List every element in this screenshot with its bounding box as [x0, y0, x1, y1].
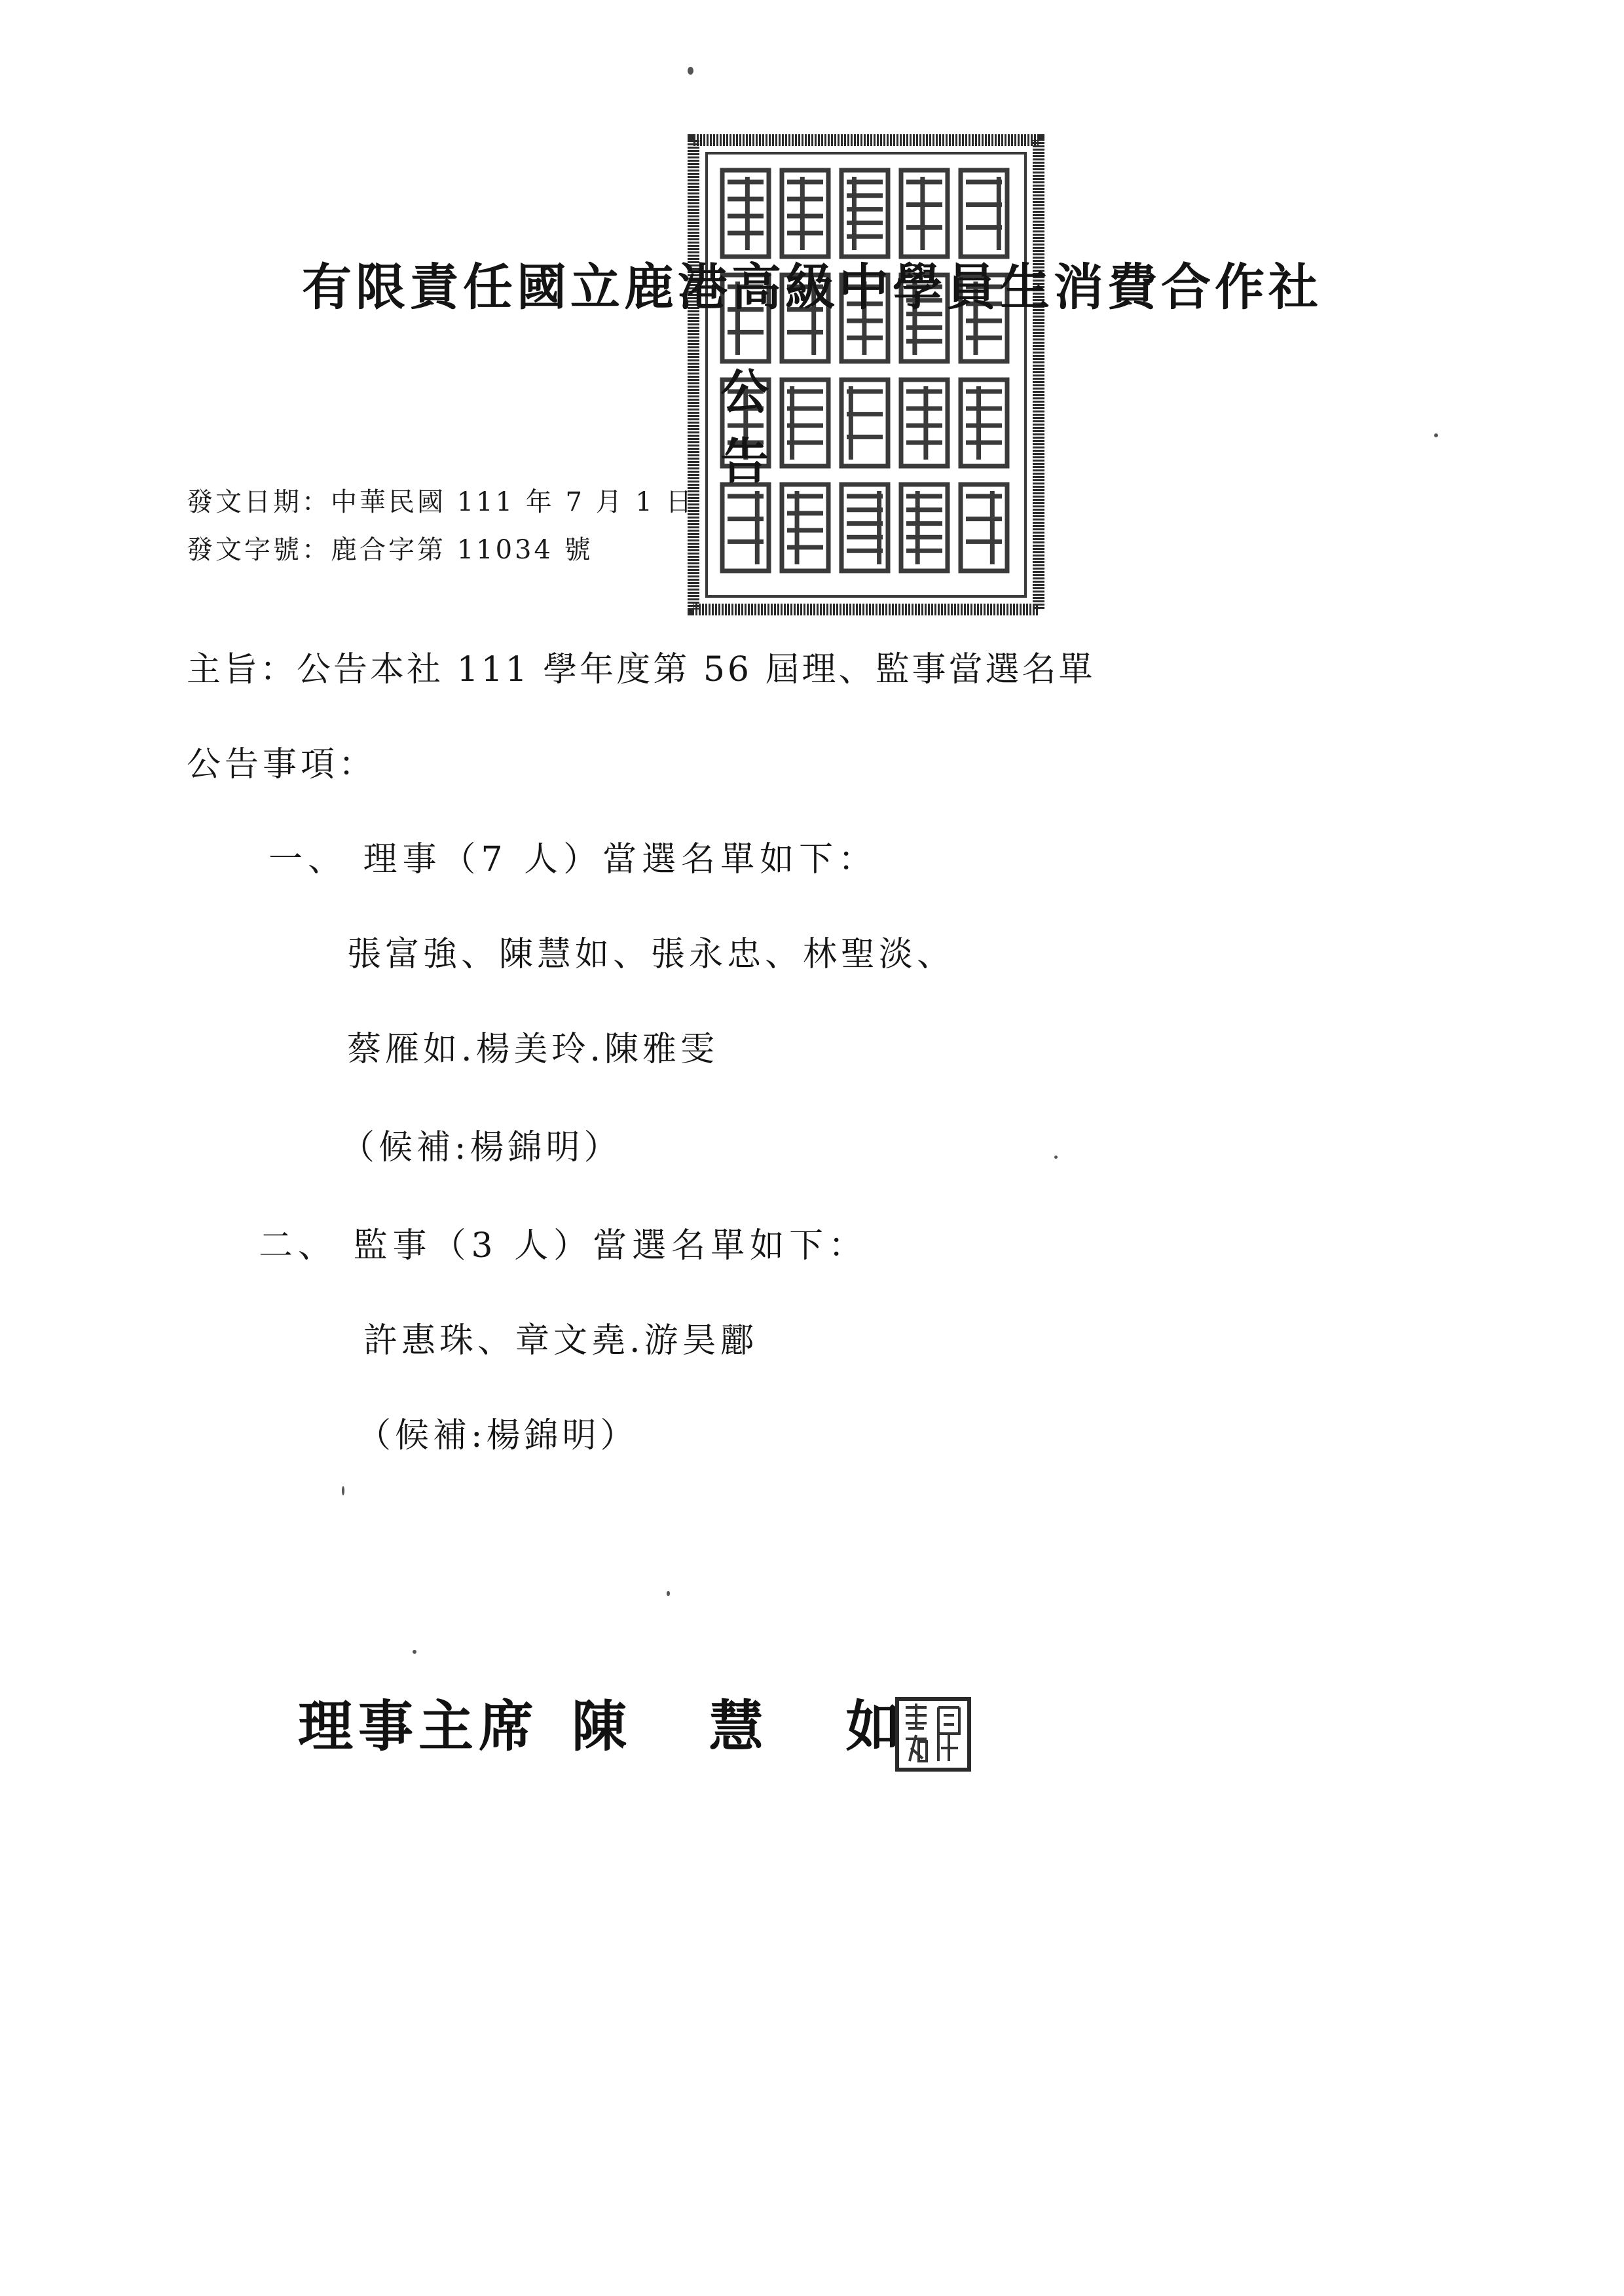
signatory-name: 陳 慧 如 [572, 1694, 932, 1758]
supervisors-names-line-1: 許惠珠、章文堯.游昊酈 [363, 1321, 758, 1360]
seal-glyph [722, 170, 769, 257]
seal-glyph [782, 170, 828, 257]
scan-speck [1434, 433, 1438, 437]
personal-seal [894, 1696, 972, 1773]
seal-glyph [901, 484, 948, 571]
seal-glyph [841, 170, 888, 257]
seal-glyph [961, 484, 1007, 571]
seal-glyph [961, 170, 1007, 257]
issue-date: 發文日期：中華民國 111 年 7 月 1 日 [187, 487, 695, 517]
announcement-items-heading: 公告事項： [187, 745, 377, 784]
directors-names-line-2: 蔡雁如.楊美玲.陳雅雯 [347, 1030, 719, 1069]
scan-speck [342, 1486, 344, 1495]
seal-glyph [782, 484, 828, 571]
document-number: 發文字號：鹿合字第 11034 號 [187, 535, 593, 565]
directors-names-line-1: 張富強、陳慧如、張永忠、林聖淡、 [347, 935, 955, 974]
signature-block [298, 1683, 932, 1762]
scan-speck [1054, 1156, 1058, 1159]
directors-heading: 一、 理事（7 人）當選名單如下： [268, 840, 878, 879]
supervisors-alternate: （候補:楊錦明） [357, 1416, 638, 1455]
scan-speck [413, 1650, 416, 1654]
organization-title: 有限責任國立鹿港高級中學員生消費合作社 [302, 258, 1322, 316]
signatory-title: 理事主席 [298, 1694, 540, 1758]
directors-alternate: （候補:楊錦明） [341, 1128, 622, 1167]
seal-glyph [722, 484, 769, 571]
seal-glyph [901, 170, 948, 257]
scan-speck [688, 67, 693, 75]
supervisors-heading: 二、 監事（3 人）當選名單如下： [259, 1226, 868, 1266]
scan-speck [667, 1591, 670, 1596]
seal-glyph [841, 484, 888, 571]
seal-glyph [961, 380, 1007, 466]
document-type-title: 公告 [720, 364, 874, 490]
subject-line: 主旨：公告本社 111 學年度第 56 屆理、監事當選名單 [187, 650, 1096, 689]
